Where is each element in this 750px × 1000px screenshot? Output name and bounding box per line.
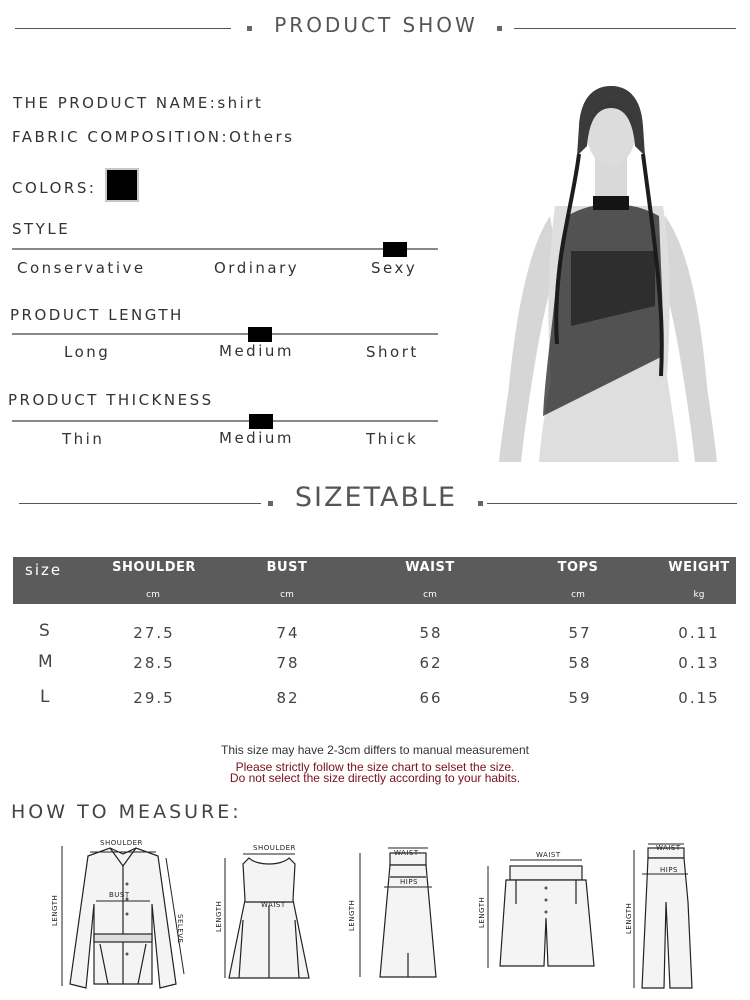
thickness-scale-title: PRODUCT THICKNESS: [8, 391, 214, 409]
style-option-ordinary: Ordinary: [214, 259, 300, 277]
table-cell: 58: [568, 654, 592, 672]
pants-length-label: LENGTH: [625, 902, 633, 934]
dress-waist-label: WAIST: [261, 901, 286, 909]
column-shoulder: SHOULDER: [112, 560, 196, 575]
unit-waist: cm: [423, 590, 437, 600]
dress-shoulder-label: SHOULDER: [253, 844, 296, 852]
header-line-right: [514, 28, 736, 29]
style-scale-line: [12, 248, 438, 250]
style-scale-title: STYLE: [12, 220, 71, 238]
table-cell: 28.5: [133, 654, 175, 672]
fabric-composition: FABRIC COMPOSITION:Others: [12, 128, 295, 146]
column-waist: WAIST: [405, 560, 455, 575]
table-cell: 0.15: [678, 689, 720, 707]
how-to-measure-title: HOW TO MEASURE:: [11, 801, 242, 823]
header-dot-right: [497, 26, 502, 31]
sizetable-dot-left: [268, 501, 273, 506]
size-row-label: S: [39, 621, 51, 641]
sizetable-line-right: [487, 503, 737, 504]
measurement-note: This size may have 2-3cm differs to manual measurement: [221, 743, 529, 757]
table-cell: 82: [276, 689, 300, 707]
header-line-left: [15, 28, 231, 29]
jacket-bust-label: BUST: [109, 891, 130, 899]
size-row-label: L: [40, 687, 51, 707]
skirt-waist-label: WAIST: [394, 849, 419, 857]
dress-measure-illustration: [213, 840, 325, 988]
column-tops: TOPS: [557, 560, 599, 575]
table-cell: 78: [276, 654, 300, 672]
colors-label: COLORS:: [12, 179, 97, 197]
product-name: THE PRODUCT NAME:shirt: [13, 94, 264, 112]
skirt-hips-label: HIPS: [400, 878, 418, 886]
table-cell: 0.13: [678, 654, 720, 672]
style-option-conservative: Conservative: [17, 259, 146, 277]
shorts-measure-illustration: [476, 848, 612, 976]
length-scale-title: PRODUCT LENGTH: [10, 306, 184, 324]
column-bust: BUST: [266, 560, 308, 575]
size-warning-2: Do not select the size directly according to your habits.: [229, 771, 521, 785]
thickness-scale-marker: [249, 414, 273, 429]
length-scale-marker: [248, 327, 272, 342]
jacket-sleeve-label: SELEVE: [176, 914, 184, 944]
table-cell: 29.5: [133, 689, 175, 707]
table-cell: 0.11: [678, 624, 720, 642]
sizetable-dot-right: [478, 501, 483, 506]
table-cell: 27.5: [133, 624, 175, 642]
pants-measure-illustration: [622, 842, 700, 992]
jacket-shoulder-label: SHOULDER: [100, 839, 143, 847]
table-cell: 59: [568, 689, 592, 707]
jacket-measure-illustration: [48, 834, 198, 994]
length-option-short: Short: [366, 343, 419, 361]
length-option-long: Long: [64, 343, 111, 361]
header-dot-left: [247, 26, 252, 31]
skirt-length-label: LENGTH: [348, 899, 356, 931]
unit-bust: cm: [280, 590, 294, 600]
unit-weight: kg: [693, 590, 705, 600]
sizetable-title: SIZETABLE: [294, 482, 458, 513]
thickness-option-medium: Medium: [219, 429, 294, 447]
table-cell: 66: [419, 689, 443, 707]
skirt-measure-illustration: [342, 843, 448, 985]
table-cell: 74: [276, 624, 300, 642]
color-swatch-black[interactable]: [105, 168, 139, 202]
shorts-waist-label: WAIST: [536, 851, 561, 859]
jacket-length-label: LENGTH: [51, 894, 59, 926]
unit-tops: cm: [571, 590, 585, 600]
table-cell: 62: [419, 654, 443, 672]
style-option-sexy: Sexy: [371, 259, 418, 277]
thickness-option-thick: Thick: [366, 430, 419, 448]
pants-hips-label: HIPS: [660, 866, 678, 874]
page-title: PRODUCT SHOW: [274, 13, 478, 37]
pants-waist-label: WAIST: [656, 844, 681, 852]
table-cell: 57: [568, 624, 592, 642]
column-weight: WEIGHT: [668, 560, 730, 575]
product-photo: [495, 86, 723, 464]
style-scale-marker: [383, 242, 407, 257]
length-scale-line: [12, 333, 438, 335]
length-option-medium: Medium: [219, 342, 294, 360]
size-column-label: size: [25, 561, 63, 579]
thickness-scale-line: [12, 420, 438, 422]
size-warning-1: Please strictly follow the size chart to selset the size.: [235, 760, 515, 774]
size-row-label: M: [38, 652, 54, 672]
sizetable-line-left: [19, 503, 261, 504]
shorts-length-label: LENGTH: [478, 896, 486, 928]
dress-length-label: LENGTH: [215, 900, 223, 932]
thickness-option-thin: Thin: [62, 430, 105, 448]
unit-shoulder: cm: [146, 590, 160, 600]
table-cell: 58: [419, 624, 443, 642]
